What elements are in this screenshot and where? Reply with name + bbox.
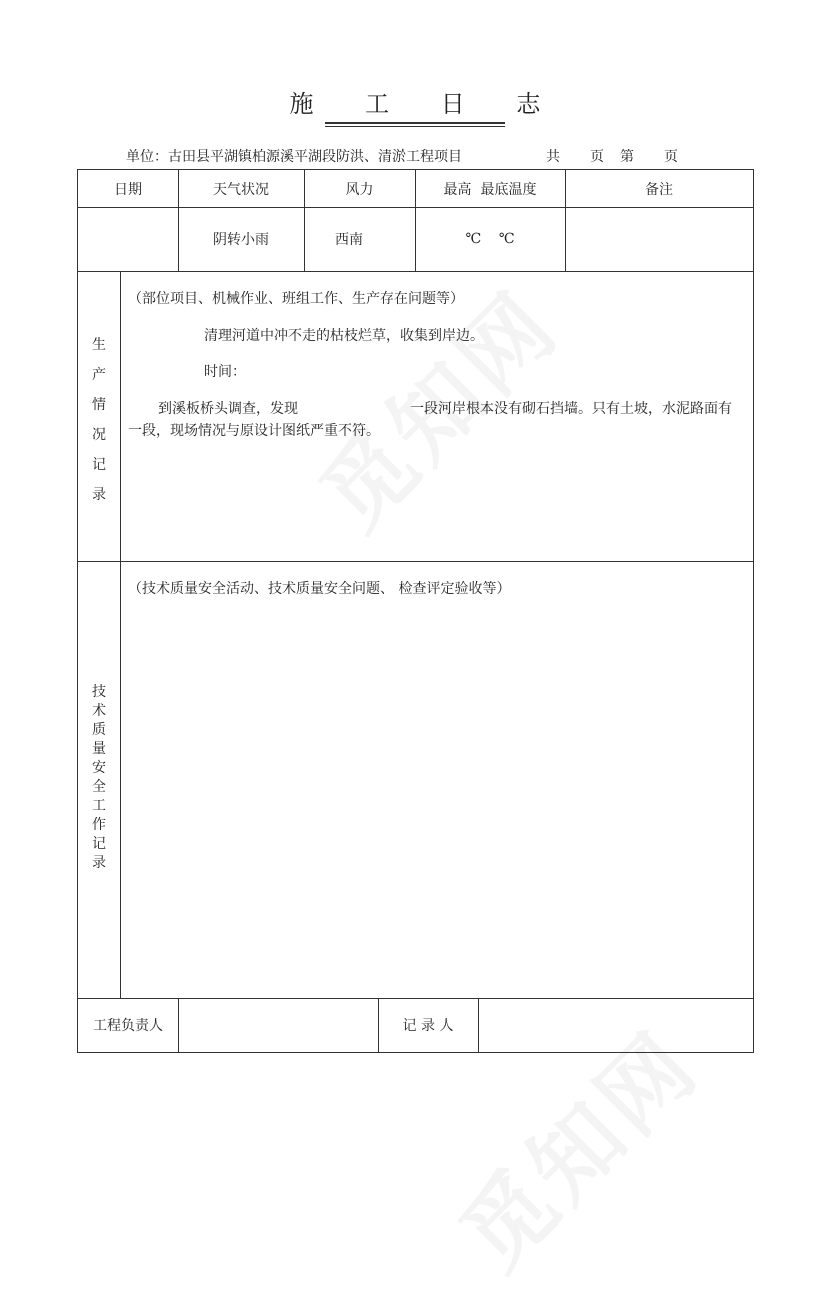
production-label-char: 情 [92, 397, 106, 413]
technical-label-char: 记 [92, 836, 106, 852]
total-label: 共 [546, 149, 560, 165]
title-underline [325, 122, 505, 124]
value-temperature: ℃ ℃ [465, 231, 515, 247]
production-line-3a: 到溪板桥头调查，发现 [158, 401, 298, 417]
production-label-char: 生 [92, 337, 106, 353]
production-line-3b: 一段河岸根本没有砌石挡墙。只有土坡，水泥路面有 [410, 401, 732, 417]
production-label-char: 录 [92, 487, 106, 503]
header-date: 日期 [114, 181, 142, 198]
technical-label-char: 作 [92, 817, 106, 833]
value-date [78, 207, 178, 271]
page-title: 施 工 日 志 [289, 90, 563, 118]
log-table [77, 169, 754, 1053]
label-col-divider [120, 271, 121, 998]
manager-value [178, 998, 378, 1052]
nth-label: 第 [620, 149, 634, 165]
technical-label [78, 683, 120, 873]
header-remarks: 备注 [645, 181, 673, 198]
value-weather: 阴转小雨 [213, 232, 269, 248]
unit-line: 单位：古田县平湖镇柏源溪平湖段防洪、清淤工程项目 [126, 149, 462, 165]
technical-label-char: 全 [92, 779, 106, 795]
technical-label-char: 量 [92, 741, 106, 757]
production-line-2: 时间： [204, 364, 246, 380]
value-remarks [565, 207, 753, 271]
header-weather: 天气状况 [213, 181, 269, 198]
technical-label-char: 安 [92, 760, 106, 776]
row-divider [78, 561, 753, 562]
production-line-4: 一段，现场情况与原设计图纸严重不符。 [128, 423, 380, 439]
production-line-1: 清理河道中冲不走的枯枝烂草，收集到岸边。 [204, 328, 484, 344]
value-wind: 西南 [335, 232, 363, 248]
production-label [78, 330, 120, 510]
production-label-char: 产 [92, 367, 106, 383]
header-wind: 风力 [345, 181, 374, 198]
technical-label-char: 技 [92, 684, 106, 700]
production-hint: （部位项目、机械作业、班组工作、生产存在问题等） [128, 291, 464, 307]
page-label: 页 [590, 149, 604, 165]
technical-hint: （技术质量安全活动、技术质量安全问题、 检查评定验收等） [128, 581, 511, 597]
page-label-2: 页 [664, 149, 678, 165]
row-divider [78, 271, 753, 272]
technical-label-char: 录 [92, 855, 106, 871]
production-label-char: 况 [92, 427, 106, 443]
recorder-label: 记 录 人 [402, 1018, 454, 1034]
technical-label-char: 工 [92, 798, 106, 814]
technical-label-char: 术 [92, 703, 106, 719]
production-label-char: 记 [92, 457, 106, 473]
title-underline-thin [325, 126, 505, 127]
manager-label: 工程负责人 [93, 1018, 163, 1034]
technical-label-char: 质 [92, 722, 106, 738]
header-temperature: 最高 最底温度 [443, 181, 537, 198]
